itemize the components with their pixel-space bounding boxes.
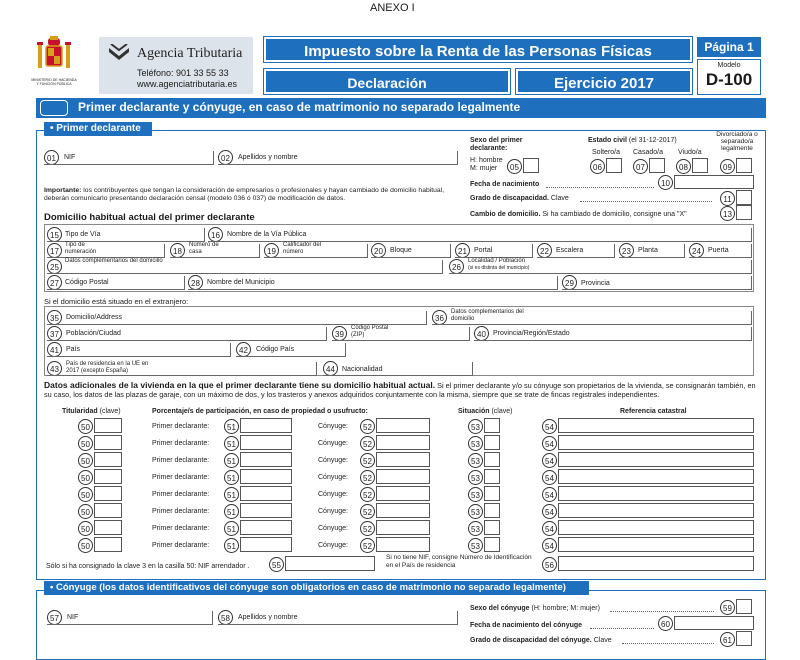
primer-declarante-label: Primer declarante: <box>152 457 210 464</box>
nif-input[interactable] <box>44 151 214 165</box>
situacion-input[interactable] <box>484 537 500 552</box>
porcentaje-conyuge-input[interactable] <box>376 452 430 467</box>
grado-discapacidad-input[interactable] <box>736 190 752 205</box>
porcentaje-primer-input[interactable] <box>240 537 292 552</box>
page-title: Impuesto sobre la Renta de las Personas Físicas <box>264 37 692 62</box>
soltero-label: Soltero/a <box>592 149 621 156</box>
field-57-badge: 57 <box>47 610 62 625</box>
field-16-badge: 16 <box>208 227 223 242</box>
conyuge-label: Cónyuge: <box>318 542 348 549</box>
primer-declarante-label: Primer declarante: <box>152 525 210 532</box>
puerta-label: Puerta <box>708 247 729 254</box>
porcentaje-conyuge-input[interactable] <box>376 537 430 552</box>
field-52-badge: 52 <box>360 487 375 502</box>
dotted-leader <box>546 187 654 188</box>
provincia-label: Provincia <box>581 280 610 287</box>
viudo-label: Viudo/a <box>678 149 702 156</box>
localidad-input[interactable] <box>449 260 752 274</box>
pais-label: País <box>66 346 81 353</box>
field-08-badge: 08 <box>676 159 691 174</box>
porcentaje-conyuge-input[interactable] <box>376 503 430 518</box>
ext-datos-complementarios-label: Datos complementarios del domicilio <box>451 309 524 322</box>
nacionalidad-label: Nacionalidad <box>342 366 383 373</box>
conyuge-apellidos-input[interactable] <box>218 611 458 625</box>
field-19-badge: 19 <box>264 243 279 258</box>
conyuge-grado-input[interactable] <box>736 631 752 646</box>
primer-declarante-label: Primer declarante: <box>152 423 210 430</box>
field-21-badge: 21 <box>455 243 470 258</box>
field-56-badge: 56 <box>542 557 557 572</box>
ext-cp-label: Código Postal (ZIP) <box>351 325 389 338</box>
escalera-input[interactable] <box>537 244 615 258</box>
titularidad-input[interactable] <box>94 435 122 450</box>
col-situacion: Situación (clave) <box>458 408 513 415</box>
porcentaje-conyuge-input[interactable] <box>376 486 430 501</box>
referencia-catastral-input[interactable] <box>558 418 754 433</box>
model-label: Modelo <box>717 62 741 69</box>
conyuge-label: Cónyuge: <box>318 491 348 498</box>
conyuge-grado-label: Grado de discapacidad del cónyuge. Clave <box>470 637 612 644</box>
conyuge-nif-input[interactable] <box>47 611 213 625</box>
field-51-badge: 51 <box>224 470 239 485</box>
pais-input[interactable] <box>47 343 231 357</box>
pais-ue-input[interactable] <box>47 362 317 376</box>
porcentaje-primer-input[interactable] <box>240 520 292 535</box>
field-53-badge: 53 <box>468 504 483 519</box>
field-51-badge: 51 <box>224 436 239 451</box>
municipio-label: Nombre del Municipio <box>207 279 275 286</box>
field-54-badge: 54 <box>542 419 557 434</box>
dotted-leader <box>622 643 714 644</box>
field-23-badge: 23 <box>619 243 634 258</box>
col-referencia: Referencia catastral <box>620 408 687 415</box>
provincia-input[interactable] <box>562 276 752 290</box>
conyuge-section <box>36 590 766 660</box>
referencia-catastral-input[interactable] <box>558 486 754 501</box>
apellidos-input[interactable] <box>218 151 458 165</box>
ext-provincia-label: Provincia/Región/Estado <box>493 330 570 337</box>
model-code: D-100 <box>705 70 753 89</box>
field-54-badge: 54 <box>542 453 557 468</box>
conyuge-fecha-label: Fecha de nacimiento del cónyuge <box>470 622 583 629</box>
situacion-input[interactable] <box>484 520 500 535</box>
cambio-domicilio-checkbox[interactable] <box>736 205 752 220</box>
field-50-badge: 50 <box>78 538 93 553</box>
porcentaje-conyuge-input[interactable] <box>376 435 430 450</box>
grado-discapacidad-label: Grado de discapacidad. Clave <box>470 195 569 202</box>
field-17-badge: 17 <box>47 243 62 258</box>
porcentaje-conyuge-input[interactable] <box>376 418 430 433</box>
field-53-badge: 53 <box>468 453 483 468</box>
ext-provincia-input[interactable] <box>474 327 752 341</box>
municipio-input[interactable] <box>188 276 558 290</box>
dotted-leader <box>580 201 712 202</box>
field-05-badge: 05 <box>507 159 522 174</box>
field-39-badge: 39 <box>332 326 347 341</box>
field-51-badge: 51 <box>224 453 239 468</box>
sexo-input[interactable] <box>523 158 539 173</box>
referencia-catastral-input[interactable] <box>558 537 754 552</box>
field-50-badge: 50 <box>78 487 93 502</box>
field-52-badge: 52 <box>360 453 375 468</box>
field-54-badge: 54 <box>542 521 557 536</box>
conyuge-label: Cónyuge: <box>318 440 348 447</box>
domicilio-address-input[interactable] <box>47 311 427 325</box>
porcentaje-primer-input[interactable] <box>240 469 292 484</box>
referencia-catastral-input[interactable] <box>558 435 754 450</box>
field-52-badge: 52 <box>360 538 375 553</box>
soltero-checkbox[interactable] <box>606 158 622 173</box>
col-titularidad: Titularidad (clave) <box>62 408 121 415</box>
field-55-badge: 55 <box>269 557 284 572</box>
casado-label: Casado/a <box>633 149 663 156</box>
bloque-input[interactable] <box>371 244 451 258</box>
primer-declarante-label: Primer declarante: <box>152 508 210 515</box>
nif-arrendador-input[interactable] <box>285 556 375 571</box>
planta-input[interactable] <box>619 244 685 258</box>
field-52-badge: 52 <box>360 504 375 519</box>
field-53-badge: 53 <box>468 470 483 485</box>
field-51-badge: 51 <box>224 419 239 434</box>
field-54-badge: 54 <box>542 504 557 519</box>
field-52-badge: 52 <box>360 470 375 485</box>
tipo-numeracion-input[interactable] <box>47 244 165 258</box>
portal-input[interactable] <box>455 244 533 258</box>
field-53-badge: 53 <box>468 538 483 553</box>
coat-of-arms-logo <box>36 36 72 82</box>
conyuge-sexo-input[interactable] <box>736 599 752 614</box>
situacion-input[interactable] <box>484 418 500 433</box>
exercise-label: Ejercicio 2017 <box>516 69 692 94</box>
field-52-badge: 52 <box>360 419 375 434</box>
primer-declarante-label: Primer declarante: <box>152 440 210 447</box>
section-bar <box>36 98 766 118</box>
field-54-badge: 54 <box>542 487 557 502</box>
calificador-label: Calificador del número <box>283 242 322 255</box>
titularidad-input[interactable] <box>94 486 122 501</box>
porcentaje-primer-input[interactable] <box>240 503 292 518</box>
field-10-badge: 10 <box>658 175 673 190</box>
field-54-badge: 54 <box>542 470 557 485</box>
field-43-badge: 43 <box>47 361 62 376</box>
portal-label: Portal <box>474 247 493 254</box>
planta-label: Planta <box>638 247 658 254</box>
field-44-badge: 44 <box>323 361 338 376</box>
field-09-badge: 09 <box>720 159 735 174</box>
field-36-badge: 36 <box>432 310 447 325</box>
agency-web: www.agenciatributaria.es <box>137 79 238 89</box>
conyuge-sexo-label: Sexo del cónyuge (H: hombre; M: mujer) <box>470 605 600 612</box>
titularidad-input[interactable] <box>94 503 122 518</box>
field-22-badge: 22 <box>537 243 552 258</box>
casado-checkbox[interactable] <box>649 158 665 173</box>
field-07-badge: 07 <box>633 159 648 174</box>
field-50-badge: 50 <box>78 504 93 519</box>
nombre-via-input[interactable] <box>208 228 752 242</box>
field-06-badge: 06 <box>590 159 605 174</box>
viudo-checkbox[interactable] <box>692 158 708 173</box>
conyuge-label: Cónyuge: <box>318 423 348 430</box>
fecha-nacimiento-label: Fecha de nacimiento <box>470 181 540 188</box>
titularidad-input[interactable] <box>94 469 122 484</box>
datos-complementarios-label: Datos complementarios del domicilio <box>65 258 163 264</box>
situacion-input[interactable] <box>484 503 500 518</box>
porcentaje-conyuge-input[interactable] <box>376 520 430 535</box>
conyuge-fecha-input[interactable] <box>674 616 754 630</box>
field-51-badge: 51 <box>224 504 239 519</box>
titularidad-input[interactable] <box>94 537 122 552</box>
porcentaje-primer-input[interactable] <box>240 435 292 450</box>
field-18-badge: 18 <box>170 243 185 258</box>
field-52-badge: 52 <box>360 436 375 451</box>
page-number: Página 1 <box>697 37 761 57</box>
field-26-badge: 26 <box>449 259 464 274</box>
codigo-pais-input[interactable] <box>236 343 346 357</box>
porcentaje-conyuge-input[interactable] <box>376 469 430 484</box>
domicilio-address-label: Domicilio/Address <box>66 314 123 321</box>
puerta-input[interactable] <box>689 244 752 258</box>
conyuge-label: Cónyuge: <box>318 508 348 515</box>
sexo-title: Sexo del primer declarante: <box>470 137 523 152</box>
situacion-input[interactable] <box>484 435 500 450</box>
field-53-badge: 53 <box>468 436 483 451</box>
datos-complementarios-input[interactable] <box>47 260 443 274</box>
field-24-badge: 24 <box>689 243 704 258</box>
no-nif-note: Si no tiene NIF, consigne Número de Identificación en el País de residencia <box>386 554 532 569</box>
field-20-badge: 20 <box>371 243 386 258</box>
importante-note: Importante: los contribuyentes que tengan la consideración de empresarios o profesionales y hayan cambiado de domicilio habitual, deberán comunicarlo presentando declaración censal (modelo 036 ó 037) de modificación de datos. <box>44 187 445 202</box>
field-50-badge: 50 <box>78 419 93 434</box>
porcentaje-primer-input[interactable] <box>240 418 292 433</box>
nacionalidad-input[interactable] <box>323 362 473 376</box>
ext-cp-input[interactable] <box>332 327 470 341</box>
situacion-input[interactable] <box>484 469 500 484</box>
bloque-label: Bloque <box>390 247 412 254</box>
section-bullet-icon <box>40 100 68 116</box>
field-29-badge: 29 <box>562 275 577 290</box>
situacion-input[interactable] <box>484 452 500 467</box>
cambio-domicilio-label: Cambio de domicilio. Si ha cambiado de domicilio, consigne una "X" <box>470 211 687 218</box>
poblacion-label: Población/Ciudad <box>66 330 121 337</box>
numero-casa-input[interactable] <box>170 244 260 258</box>
field-40-badge: 40 <box>474 326 489 341</box>
annex-label: ANEXO I <box>370 2 415 14</box>
primer-declarante-label: Primer declarante: <box>152 474 210 481</box>
fecha-nacimiento-input[interactable] <box>674 175 754 189</box>
field-59-badge: 59 <box>720 600 735 615</box>
conyuge-label: Cónyuge: <box>318 525 348 532</box>
field-53-badge: 53 <box>468 521 483 536</box>
field-37-badge: 37 <box>47 326 62 341</box>
poblacion-input[interactable] <box>47 327 327 341</box>
field-41-badge: 41 <box>47 342 62 357</box>
sexo-m-hint: M: mujer <box>470 165 498 172</box>
vivienda-title: Datos adicionales de la vivienda en la que el primer declarante tiene su domicilio habitual actual. Si el primer declarante y/o su cónyuge son propietarios de la vivienda, se consignarán también, en su caso, los datos de las plazas de garaje, con un máximo de dos, y los trasteros y anexos adquiridos conjuntamente con la misma, siempre que se trate de fincas registrales independientes. <box>44 380 756 399</box>
divorciado-label: Divorciado/a o separado/a legalmente <box>716 131 758 152</box>
agency-name: Agencia Tributaria <box>137 46 243 61</box>
situacion-input[interactable] <box>484 486 500 501</box>
field-25-badge: 25 <box>47 259 62 274</box>
field-50-badge: 50 <box>78 453 93 468</box>
divorciado-checkbox[interactable] <box>736 158 752 173</box>
porcentaje-primer-input[interactable] <box>240 452 292 467</box>
codigo-pais-label: Código País <box>256 346 295 353</box>
sexo-h-hint: H: hombre <box>470 157 503 164</box>
conyuge-label: Cónyuge: <box>318 457 348 464</box>
conyuge-apellidos-label: Apellidos y nombre <box>238 614 298 621</box>
calificador-input[interactable] <box>264 244 368 258</box>
model-box <box>697 59 761 95</box>
field-28-badge: 28 <box>188 275 203 290</box>
field-54-badge: 54 <box>542 436 557 451</box>
tipo-via-input[interactable] <box>47 228 205 242</box>
referencia-catastral-input[interactable] <box>558 520 754 535</box>
field-51-badge: 51 <box>224 487 239 502</box>
localidad-label: Localidad / Población (si es distinta del municipio) <box>468 258 530 271</box>
agency-logo-icon <box>107 44 131 64</box>
estado-civil-title: Estado civil (el 31-12-2017) <box>588 137 677 144</box>
referencia-catastral-input[interactable] <box>558 503 754 518</box>
domicilio-title: Domicilio habitual actual del primer declarante <box>44 212 255 223</box>
conyuge-nif-label: NIF <box>67 614 79 621</box>
referencia-catastral-input[interactable] <box>558 452 754 467</box>
apellidos-label: Apellidos y nombre <box>238 154 298 161</box>
field-52-badge: 52 <box>360 521 375 536</box>
field-13-badge: 13 <box>720 206 735 221</box>
subtitle-declaracion: Declaración <box>264 69 510 94</box>
numero-casa-label: Número de casa <box>189 242 219 255</box>
primer-declarante-label: Primer declarante: <box>152 491 210 498</box>
field-53-badge: 53 <box>468 487 483 502</box>
field-02-badge: 02 <box>218 150 233 165</box>
primer-declarante-label: Primer declarante: <box>152 542 210 549</box>
field-50-badge: 50 <box>78 470 93 485</box>
field-35-badge: 35 <box>47 310 62 325</box>
field-54-badge: 54 <box>542 538 557 553</box>
titularidad-input[interactable] <box>94 418 122 433</box>
escalera-label: Escalera <box>556 247 584 254</box>
field-58-badge: 58 <box>218 610 233 625</box>
conyuge-tab: • Cónyuge (los datos identificativos del cónyuge son obligatorios en caso de matrimonio no separado legalmente) <box>44 581 589 595</box>
titularidad-input[interactable] <box>94 452 122 467</box>
field-50-badge: 50 <box>78 521 93 536</box>
col-porcentaje: Porcentaje/s de participación, en caso de propiedad o usufructo: <box>152 408 368 415</box>
dotted-leader <box>610 611 714 612</box>
section-title: Primer declarante y cónyuge, en caso de matrimonio no separado legalmente <box>78 100 521 114</box>
pais-ue-label: País de residencia en la UE en 2017 (excepto España) <box>66 361 149 374</box>
field-51-badge: 51 <box>224 538 239 553</box>
field-01-badge: 01 <box>44 150 59 165</box>
field-60-badge: 60 <box>658 616 673 631</box>
field-50-badge: 50 <box>78 436 93 451</box>
field-27-badge: 27 <box>47 275 62 290</box>
titularidad-input[interactable] <box>94 520 122 535</box>
tipo-numeracion-label: Tipo de numeración <box>65 242 97 255</box>
field-11-badge: 11 <box>720 191 735 206</box>
field-51-badge: 51 <box>224 521 239 536</box>
field-61-badge: 61 <box>720 632 735 647</box>
nif-label: NIF <box>64 154 76 161</box>
field-53-badge: 53 <box>468 419 483 434</box>
referencia-catastral-input[interactable] <box>558 469 754 484</box>
agency-phone: Teléfono: 901 33 55 33 <box>137 68 229 78</box>
ministry-label: MINISTERIO DE HACIENDA Y FUNCIÓN PÚBLICA <box>31 78 77 86</box>
agency-box <box>99 37 253 94</box>
tipo-via-label: Tipo de Vía <box>65 231 101 238</box>
ext-datos-complementarios-input[interactable] <box>432 311 752 325</box>
extranjero-title: Si el domicilio está situado en el extranjero: <box>44 297 189 306</box>
porcentaje-primer-input[interactable] <box>240 486 292 501</box>
no-nif-input[interactable] <box>558 556 754 571</box>
codigo-postal-input[interactable] <box>47 276 185 290</box>
dotted-leader <box>590 628 654 629</box>
codigo-postal-label: Código Postal <box>65 279 109 286</box>
conyuge-label: Cónyuge: <box>318 474 348 481</box>
primer-declarante-tab: • Primer declarante <box>44 122 152 136</box>
nombre-via-label: Nombre de la Vía Pública <box>227 231 307 238</box>
field-15-badge: 15 <box>47 227 62 242</box>
field-42-badge: 42 <box>236 342 251 357</box>
nif-arrendador-note: Sólo si ha consignado la clave 3 en la casilla 50: NIF arrendador . <box>46 563 250 570</box>
